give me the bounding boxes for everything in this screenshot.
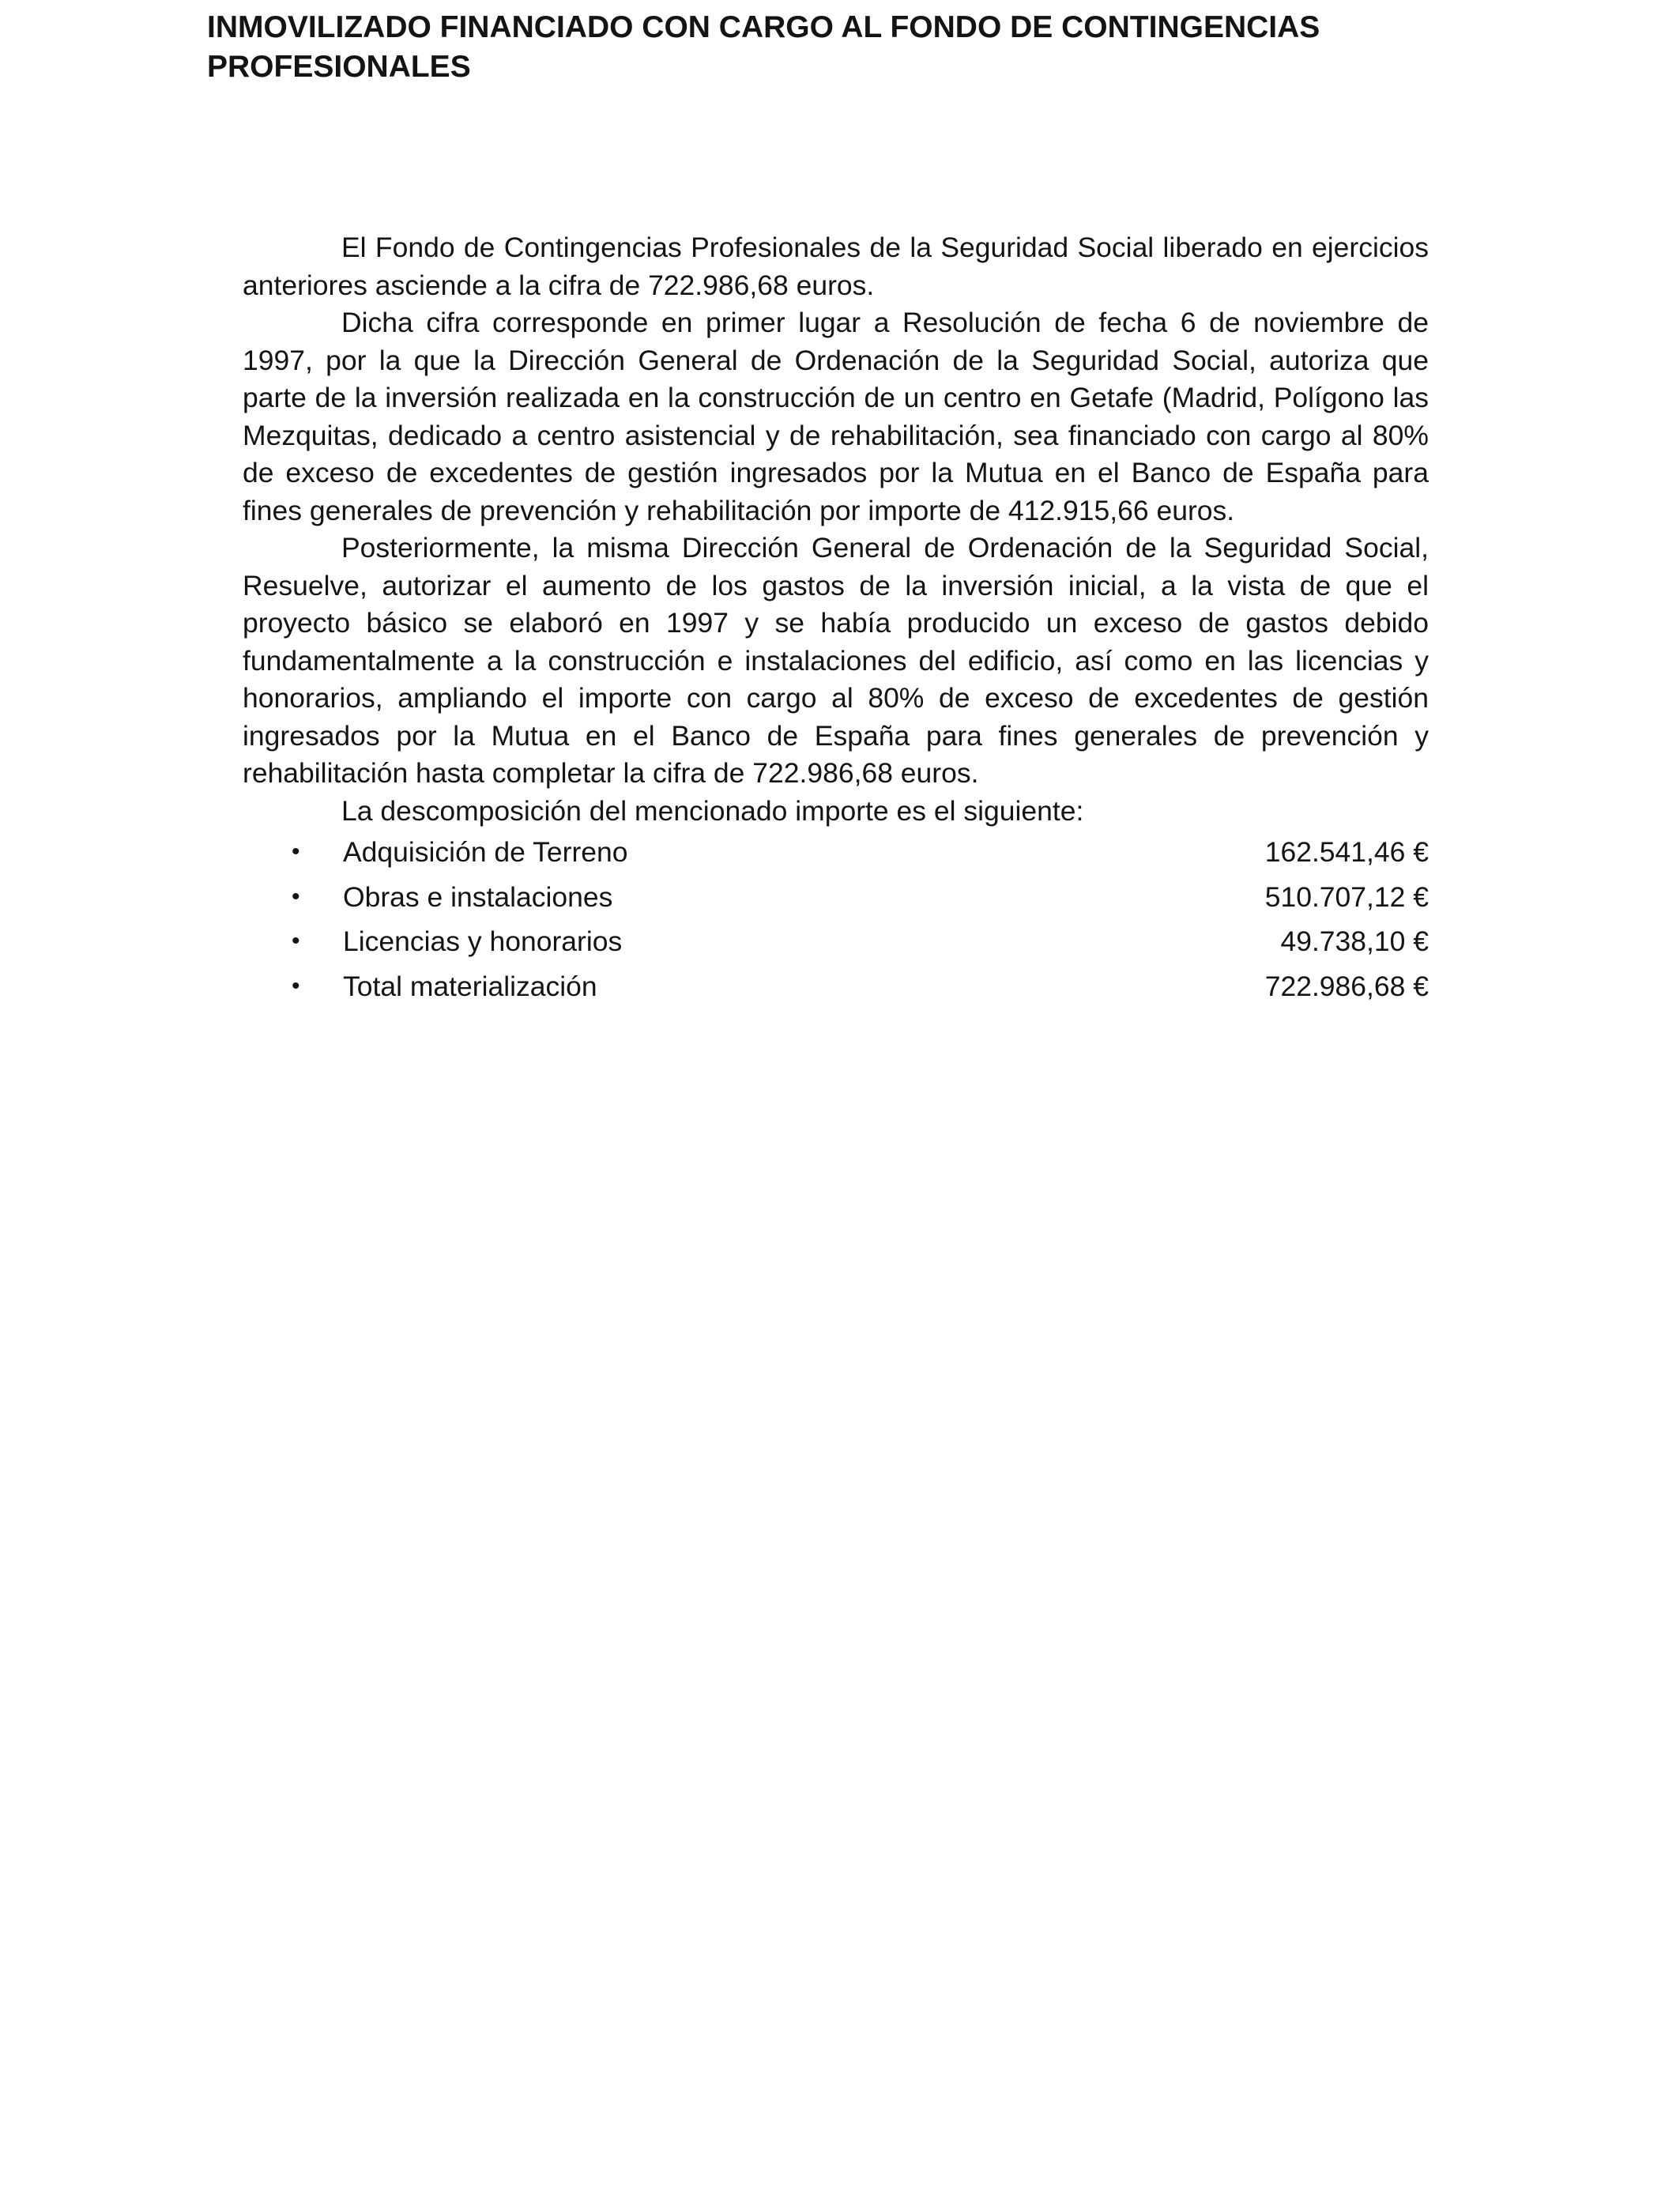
list-item xyxy=(243,875,1429,920)
breakdown-amount: 162.541,46 € xyxy=(1264,836,1429,868)
breakdown-total-amount: 722.986,68 € xyxy=(1264,970,1429,1002)
breakdown-list xyxy=(243,830,1429,1008)
bullet-icon: • xyxy=(292,883,300,910)
document-title-line-2: PROFESIONALES xyxy=(207,50,471,84)
paragraph-fund-amount: El Fondo de Contingencias Profesionales de la Seguridad Social liberado en ejercicios anteriores asciende a la cifra de 722.986,68 euros. xyxy=(243,232,1429,301)
document-title-line-1: INMOVILIZADO FINANCIADO CON CARGO AL FONDO DE CONTINGENCIAS xyxy=(207,10,1320,44)
paragraph-subsequent-resolution: Posteriormente, la misma Dirección General de Ordenación de la Seguridad Social, Resuelve, autorizar el aumento de los gastos de la inversión inicial, a la vista de que el proyecto básico se elaboró en 1997 y se había producido un exceso de gastos debido fundamentalmente a la construcción e instalaciones del edificio, así como en las licencias y honorarios, ampliando el importe con cargo al 80% de exceso de excedentes de gestión ingresados por la Mutua en el Banco de España para fines generales de prevención y rehabilitación hasta completar la cifra de 722.986,68 euros. xyxy=(243,532,1429,789)
paragraph-breakdown-intro: La descomposición del mencionado importe es el siguiente: xyxy=(341,794,1084,827)
document-body xyxy=(243,229,1429,1008)
bullet-icon: • xyxy=(292,928,300,954)
breakdown-label: Licencias y honorarios xyxy=(343,925,623,957)
breakdown-label: Adquisición de Terreno xyxy=(343,836,628,868)
breakdown-total-label: Total materialización xyxy=(343,970,597,1002)
list-item xyxy=(243,830,1429,875)
paragraph-resolution-1997: Dicha cifra corresponde en primer lugar a Resolución de fecha 6 de noviembre de 1997, por la que la Dirección General de Ordenación de la Seguridad Social, autoriza que parte de la inversión realizada en la construcción de un centro en Getafe (Madrid, Polígono las Mezquitas, dedicado a centro asistencial y de rehabilitación, sea financiado con cargo al 80% de exceso de excedentes de gestión ingresados por la Mutua en el Banco de España para fines generales de prevención y rehabilitación por importe de 412.915,66 euros. xyxy=(243,307,1429,526)
list-item xyxy=(243,964,1429,1009)
document-title xyxy=(207,8,1503,87)
bullet-icon: • xyxy=(292,839,300,865)
bullet-icon: • xyxy=(292,972,300,999)
breakdown-label: Obras e instalaciones xyxy=(343,880,613,913)
breakdown-amount: 49.738,10 € xyxy=(1280,925,1429,957)
breakdown-amount: 510.707,12 € xyxy=(1264,880,1429,913)
list-item xyxy=(243,919,1429,964)
